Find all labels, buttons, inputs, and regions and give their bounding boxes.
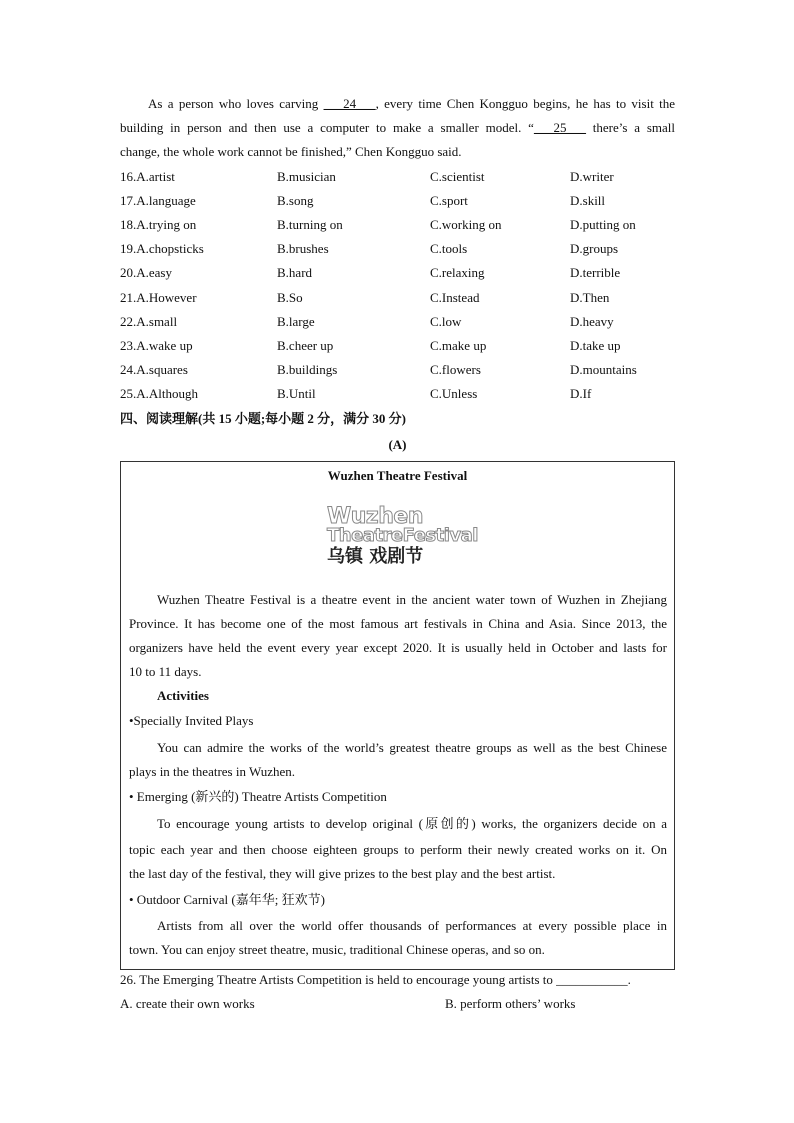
option-a[interactable]: 24.A.squares: [120, 361, 188, 377]
blank-25: ___25___: [533, 120, 586, 135]
option-row: [120, 382, 680, 406]
festival-title: Wuzhen Theatre Festival: [327, 468, 468, 483]
option-d[interactable]: D.Then: [570, 289, 610, 305]
activity-2-line: [129, 812, 667, 836]
option-a[interactable]: 16.A.artist: [120, 169, 175, 184]
question-26-option-a[interactable]: A. create their own works: [120, 996, 255, 1011]
activity-2-line: topic each year and then choose eighteen groups to perform their newly created works on it. On: [129, 842, 667, 857]
activity-3-line: town. You can enjoy street theatre, music, traditional Chinese operas, and so on.: [129, 942, 545, 957]
question-26-option-b[interactable]: B. perform others’ works: [445, 996, 576, 1011]
passage-text: , every time Chen Kongguo begins, he has to visit the: [375, 96, 675, 111]
activity-2-text: To encourage young artists to develop original (原创的) works, the organizers decide on a: [157, 816, 667, 831]
option-c[interactable]: C.scientist: [430, 169, 485, 184]
intro-line: organizers have held the event every year except 2020. It is usually held in October and lasts for: [129, 640, 667, 655]
option-d[interactable]: D.groups: [570, 241, 619, 257]
activity-1-line: plays in the theatres in Wuzhen.: [129, 764, 296, 779]
festival-logo: [327, 506, 477, 570]
option-a[interactable]: 17.A.language: [120, 193, 196, 209]
activity-1-text: You can admire the works of the world’s greatest theatre groups as well as the best Chinese: [157, 740, 667, 755]
activity-3-title: • Outdoor Carnival (嘉年华; 狂欢节): [129, 892, 325, 907]
option-b[interactable]: B.Until: [277, 385, 316, 401]
activities-heading: Activities: [157, 688, 209, 703]
option-b[interactable]: B.musician: [277, 169, 336, 184]
option-c[interactable]: C.working on: [430, 217, 502, 233]
section-heading: 四、阅读理解(共 15 小题;每小题 2 分，满分 30 分): [120, 411, 406, 426]
option-row: [120, 286, 680, 310]
option-a[interactable]: 19.A.chopsticks: [120, 241, 204, 257]
option-c[interactable]: C.Unless: [430, 385, 478, 401]
activity-3-line: [129, 914, 667, 938]
logo-line-2: TheatreFestival: [327, 525, 478, 546]
passage-line-2: [120, 116, 675, 140]
option-b[interactable]: B.brushes: [277, 241, 329, 257]
option-b[interactable]: B.buildings: [277, 361, 338, 377]
passage-line-1: [120, 92, 675, 116]
activity-1-line: [129, 736, 667, 760]
option-a[interactable]: 20.A.easy: [120, 265, 172, 281]
blank-24: ___24___: [323, 96, 376, 111]
option-row: [120, 310, 680, 334]
activity-1-title: •Specially Invited Plays: [129, 713, 254, 728]
option-row: [120, 237, 680, 261]
option-d[interactable]: D.terrible: [570, 265, 621, 281]
option-c[interactable]: C.tools: [430, 241, 468, 257]
option-b[interactable]: B.large: [277, 313, 315, 329]
intro-line: Province. It has become one of the most famous art festivals in China and Asia. Since 2013, the: [129, 616, 667, 631]
question-26-stem: 26. The Emerging Theatre Artists Competition is held to encourage young artists to ___________.: [120, 972, 631, 987]
intro-line: 10 to 11 days.: [129, 664, 202, 679]
activity-2-line: the last day of the festival, they will give prizes to the best play and the best artist.: [129, 866, 556, 881]
option-d[interactable]: D.mountains: [570, 361, 637, 377]
part-label: (A): [388, 437, 407, 452]
option-a[interactable]: 22.A.small: [120, 313, 178, 329]
option-d[interactable]: D.writer: [570, 169, 614, 184]
option-row: [120, 213, 680, 237]
option-b[interactable]: B.hard: [277, 265, 313, 281]
logo-line-1: Wuzhen: [327, 504, 423, 529]
option-row: [120, 165, 680, 189]
option-a[interactable]: 25.A.Although: [120, 385, 198, 401]
logo-chinese: 乌镇 戏剧节: [327, 546, 424, 567]
option-b[interactable]: B.So: [277, 289, 303, 305]
option-b[interactable]: B.cheer up: [277, 337, 334, 353]
option-d[interactable]: D.heavy: [570, 313, 614, 329]
option-c[interactable]: C.relaxing: [430, 265, 485, 281]
intro-line: [129, 588, 667, 612]
option-d[interactable]: D.take up: [570, 337, 621, 353]
option-a[interactable]: 21.A.However: [120, 289, 197, 305]
option-d[interactable]: D.putting on: [570, 217, 636, 233]
option-a[interactable]: 18.A.trying on: [120, 217, 197, 233]
option-a[interactable]: 23.A.wake up: [120, 337, 193, 353]
option-c[interactable]: C.sport: [430, 193, 468, 209]
intro-text: Wuzhen Theatre Festival is a theatre event in the ancient water town of Wuzhen in Zhejiang: [157, 592, 667, 607]
option-c[interactable]: C.flowers: [430, 361, 481, 377]
activity-2-title: • Emerging (新兴的) Theatre Artists Competition: [129, 789, 387, 804]
option-c[interactable]: C.low: [430, 313, 462, 329]
option-b[interactable]: B.song: [277, 193, 314, 209]
option-row: [120, 334, 680, 358]
passage-text: building in person and then use a computer to make a smaller model. “: [120, 120, 534, 135]
option-row: [120, 358, 680, 382]
passage-text: there’s a small: [585, 120, 675, 135]
activity-3-text: Artists from all over the world offer thousands of performances at every possible place in: [157, 918, 667, 933]
festival-box: [120, 461, 675, 970]
option-c[interactable]: C.make up: [430, 337, 487, 353]
option-c[interactable]: C.Instead: [430, 289, 480, 305]
option-b[interactable]: B.turning on: [277, 217, 343, 233]
passage-line-3: change, the whole work cannot be finished,” Chen Kongguo said.: [120, 144, 462, 159]
option-d[interactable]: D.If: [570, 385, 592, 401]
option-row: [120, 261, 680, 285]
passage-text: As a person who loves carving: [148, 96, 324, 111]
option-row: [120, 189, 680, 213]
option-d[interactable]: D.skill: [570, 193, 606, 209]
